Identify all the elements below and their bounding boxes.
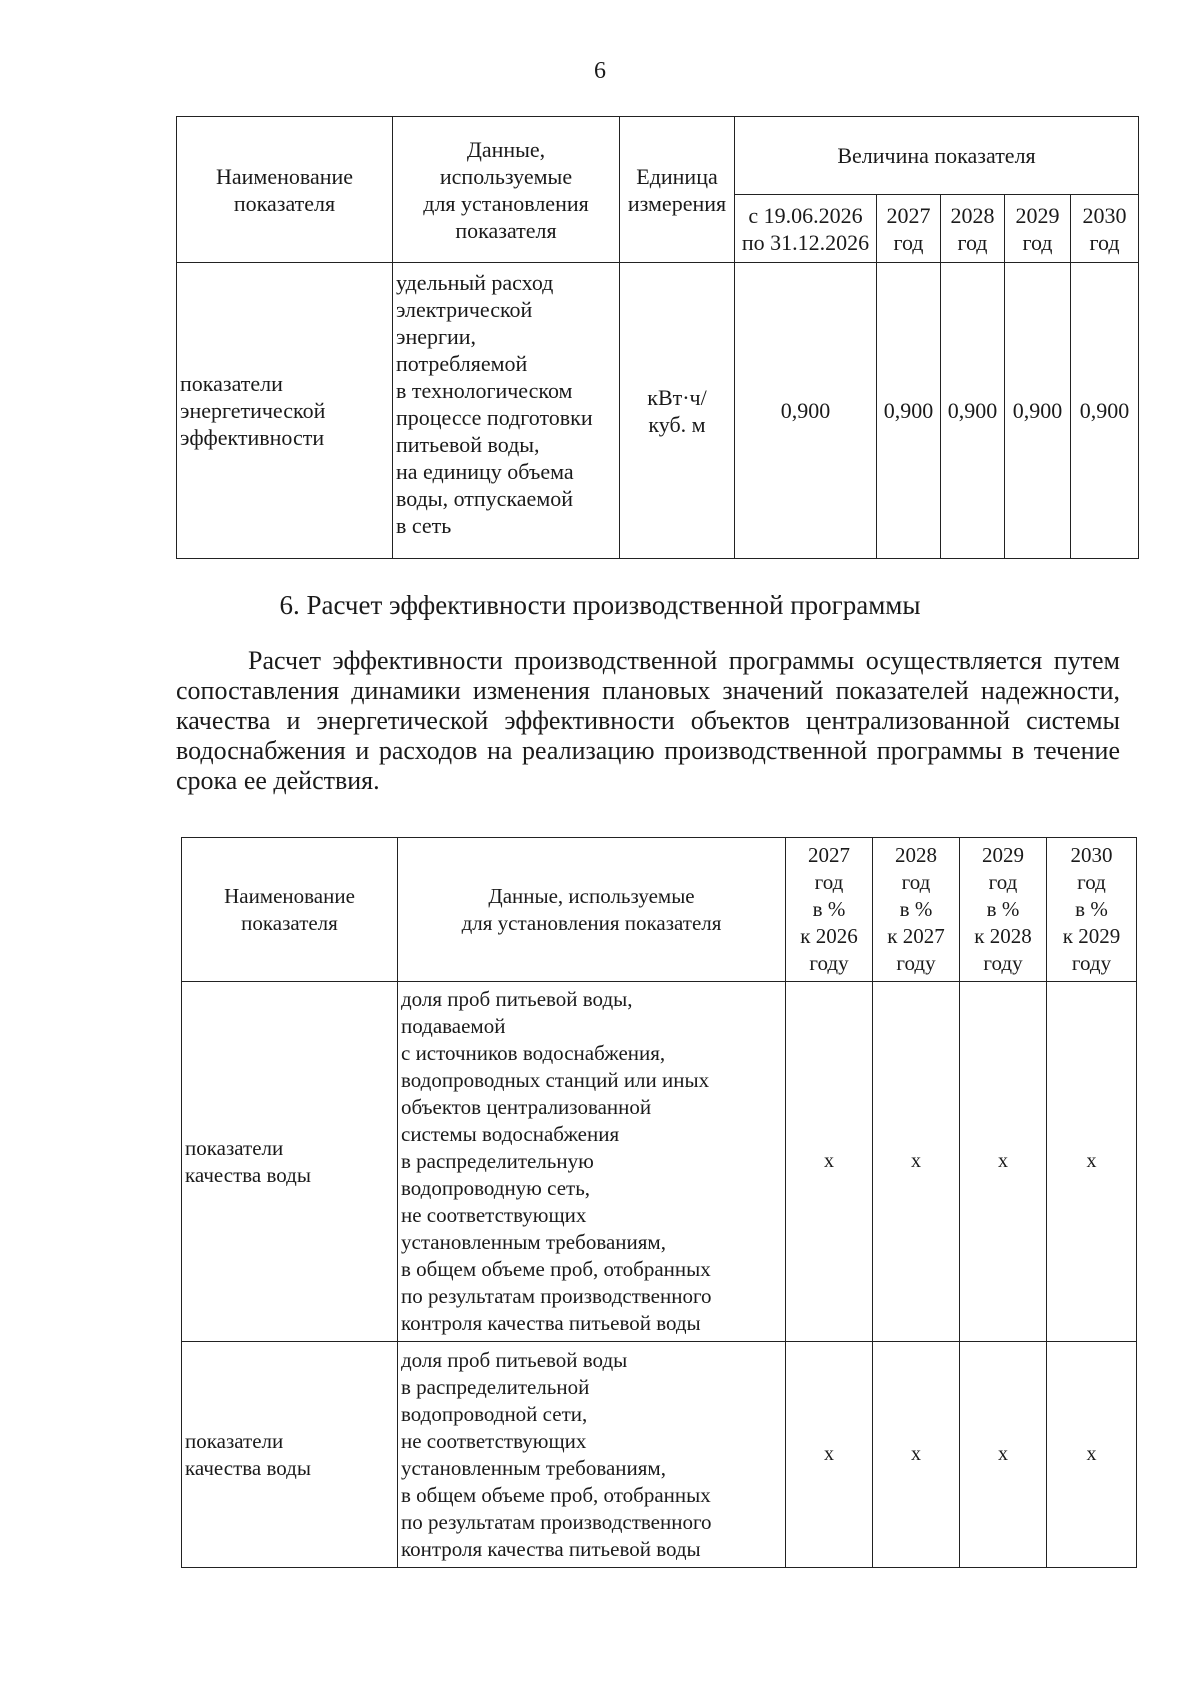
table-row bbox=[177, 263, 1139, 559]
header-year: 2027 год bbox=[877, 195, 941, 263]
section-title: 6. Расчет эффективности производственной программы bbox=[279, 590, 921, 620]
header-name: Наименование показателя bbox=[177, 117, 393, 263]
row-value: 0,900 bbox=[941, 263, 1005, 559]
row-name: показатели качества воды bbox=[182, 982, 398, 1342]
header-name: Наименование показателя bbox=[182, 838, 398, 982]
row-value: 0,900 bbox=[1005, 263, 1071, 559]
header-year: 2027 год в % к 2026 году bbox=[786, 838, 873, 982]
page-number: 6 bbox=[594, 58, 606, 84]
row-value: х bbox=[960, 982, 1047, 1342]
paragraph-text: Расчет эффективности производственной программы осуществляется путем сопоставления динамики изменения плановых значений показателей надежности, качества и энергетической эффективности объектов централизованной системы водоснабжения и расходов на реализацию производственной программы в течение срока ее действия. bbox=[176, 646, 1120, 795]
row-name: показатели качества воды bbox=[182, 1342, 398, 1568]
row-value: 0,900 bbox=[735, 263, 877, 559]
row-data: удельный расход электрической энергии, потребляемой в технологическом процессе подготовки питьевой воды, на единицу объема воды, отпускаемой в сеть bbox=[393, 263, 620, 559]
header-year: с 19.06.2026 по 31.12.2026 bbox=[735, 195, 877, 263]
row-value: х bbox=[786, 1342, 873, 1568]
energy-efficiency-table bbox=[176, 116, 1139, 559]
row-value: х bbox=[1047, 1342, 1137, 1568]
row-value: х bbox=[786, 982, 873, 1342]
header-year: 2030 год bbox=[1071, 195, 1139, 263]
row-unit: кВт·ч/ куб. м bbox=[620, 263, 735, 559]
table-row bbox=[182, 1342, 1137, 1568]
row-value: х bbox=[1047, 982, 1137, 1342]
row-value: х bbox=[873, 1342, 960, 1568]
header-year: 2029 год в % к 2028 году bbox=[960, 838, 1047, 982]
header-unit: Единица измерения bbox=[620, 117, 735, 263]
row-value: х bbox=[960, 1342, 1047, 1568]
header-value-group: Величина показателя bbox=[735, 117, 1139, 195]
row-data: доля проб питьевой воды, подаваемой с источников водоснабжения, водопроводных станций или иных объектов централизованной системы водоснабжения в распределительную водопроводную сеть, не соответствующих установленным требованиям, в общем объеме проб, отобранных по результатам производственного контроля качества питьевой воды bbox=[398, 982, 786, 1342]
row-value: 0,900 bbox=[1071, 263, 1139, 559]
quality-indicators-table bbox=[181, 837, 1137, 1568]
header-year: 2029 год bbox=[1005, 195, 1071, 263]
paragraph bbox=[176, 646, 1120, 796]
row-value: 0,900 bbox=[877, 263, 941, 559]
row-name: показатели энергетической эффективности bbox=[177, 263, 393, 559]
header-data: Данные, используемые для установления показателя bbox=[393, 117, 620, 263]
header-year: 2028 год в % к 2027 году bbox=[873, 838, 960, 982]
header-year: 2028 год bbox=[941, 195, 1005, 263]
header-year: 2030 год в % к 2029 году bbox=[1047, 838, 1137, 982]
row-data: доля проб питьевой воды в распределительной водопроводной сети, не соответствующих установленным требованиям, в общем объеме проб, отобранных по результатам производственного контроля качества питьевой воды bbox=[398, 1342, 786, 1568]
row-value: х bbox=[873, 982, 960, 1342]
table-row bbox=[182, 982, 1137, 1342]
header-data: Данные, используемые для установления показателя bbox=[398, 838, 786, 982]
